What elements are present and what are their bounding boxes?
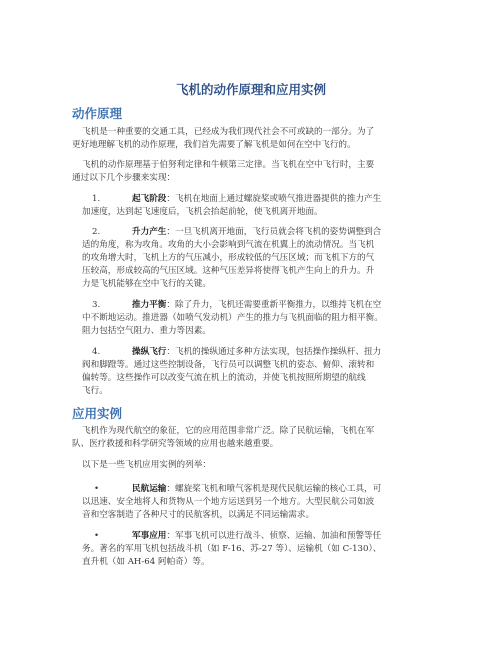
step-text: ：飞机在地面上通过螺旋桨或喷气推进器提供的推力产生 加速度，达到起飞速度后，飞机会抬起前轮，使飞机离开地面。: [82, 194, 382, 217]
section-heading-applications: 应用实例: [72, 406, 123, 421]
step-text: ：除了升力，飞机还需要重新平衡推力，以维持飞机在空 中不断地运动。推进器（如喷气发动机）产生的推力与飞机面临的阻力相平衡。 阻力包括空气阻力、重力等因素。: [82, 300, 383, 336]
step-number: 1.: [92, 194, 101, 204]
step-text: ：一旦飞机离开地面，飞行员就会将飞机的姿势调整到合 适的角度，称为攻角。攻角的大小会影响到气流在机翼上的流动情况。当飞机 的攻角增大时，飞机上方的气压减小，形成较低的气压区域；而飞机下方的气 压较高，形成较高的气压区域。这种气压差异将使得飞机产生向上的升力。升 力是飞机能够在空中飞行的关键。: [82, 227, 382, 289]
paragraph-intro: 飞机是一种重要的交通工具，已经成为我们现代社会不可或缺的一部分。为了 更好地理解飞机的动作原理，我们首先需要了解飞机是如何在空中飞行的。: [72, 127, 375, 150]
bullet-icon: •: [94, 484, 100, 494]
section-heading-principle: 动作原理: [72, 106, 123, 121]
paragraph-intro2: 飞机的动作原理基于伯努利定律和牛顿第三定律。当飞机在空中飞行时，主要 通过以下几个步骤来实现：: [72, 160, 375, 183]
paragraph-applications-intro: 飞机作为现代航空的象征，它的应用范围非常广泛。除了民航运输，飞机在军 队、医疗救援和科学研究等领域的应用也越来越重要。: [72, 426, 375, 449]
list-item-step-1: [82, 193, 442, 219]
list-item-step-4: [82, 346, 442, 398]
bullet-label: 军事应用: [132, 531, 167, 541]
paragraph-applications-intro2: 以下是一些飞机应用实例的列举：: [82, 460, 211, 470]
list-item-step-2: [82, 226, 442, 291]
step-label: 推力平衡: [132, 300, 167, 310]
list-item-bullet-2: [82, 530, 442, 569]
step-number: 3.: [92, 300, 101, 310]
bullet-text: ：螺旋桨飞机和喷气客机是现代民航运输的核心工具，可 以迅速、安全地将人和货物从一个地方运送到另一个地方。大型民航公司如波 音和空客制造了各种尺寸的民航客机，以满足不同运输需求。: [82, 484, 382, 520]
bullet-text: ：军事飞机可以进行战斗、侦察、运输、加油和预警等任 务。著名的军用飞机包括战斗机（如 F-16、苏-27 等）、运输机（如 C-130）、 直升机（如 AH-64 阿帕奇）等。: [82, 531, 382, 567]
bullet-label: 民航运输: [132, 484, 167, 494]
step-number: 2.: [92, 227, 101, 237]
list-item-bullet-1: [82, 483, 442, 522]
step-text: ：飞机的操纵通过多种方法实现，包括操作操纵杆、扭力 阀和脚蹬等。通过这些控制设备，飞行员可以调整飞机的姿态、俯仰、滚转和 偏转等。这些操作可以改变气流在机上的流动，并使飞机按照所期望的航线 飞行。: [82, 347, 382, 396]
step-label: 起飞阶段: [132, 194, 167, 204]
document-title: 飞机的动作原理和应用实例: [175, 82, 326, 97]
step-label: 升力产生: [132, 227, 167, 237]
step-label: 操纵飞行: [132, 347, 167, 357]
bullet-icon: •: [94, 531, 100, 541]
step-number: 4.: [92, 347, 101, 357]
list-item-step-3: [82, 299, 442, 338]
